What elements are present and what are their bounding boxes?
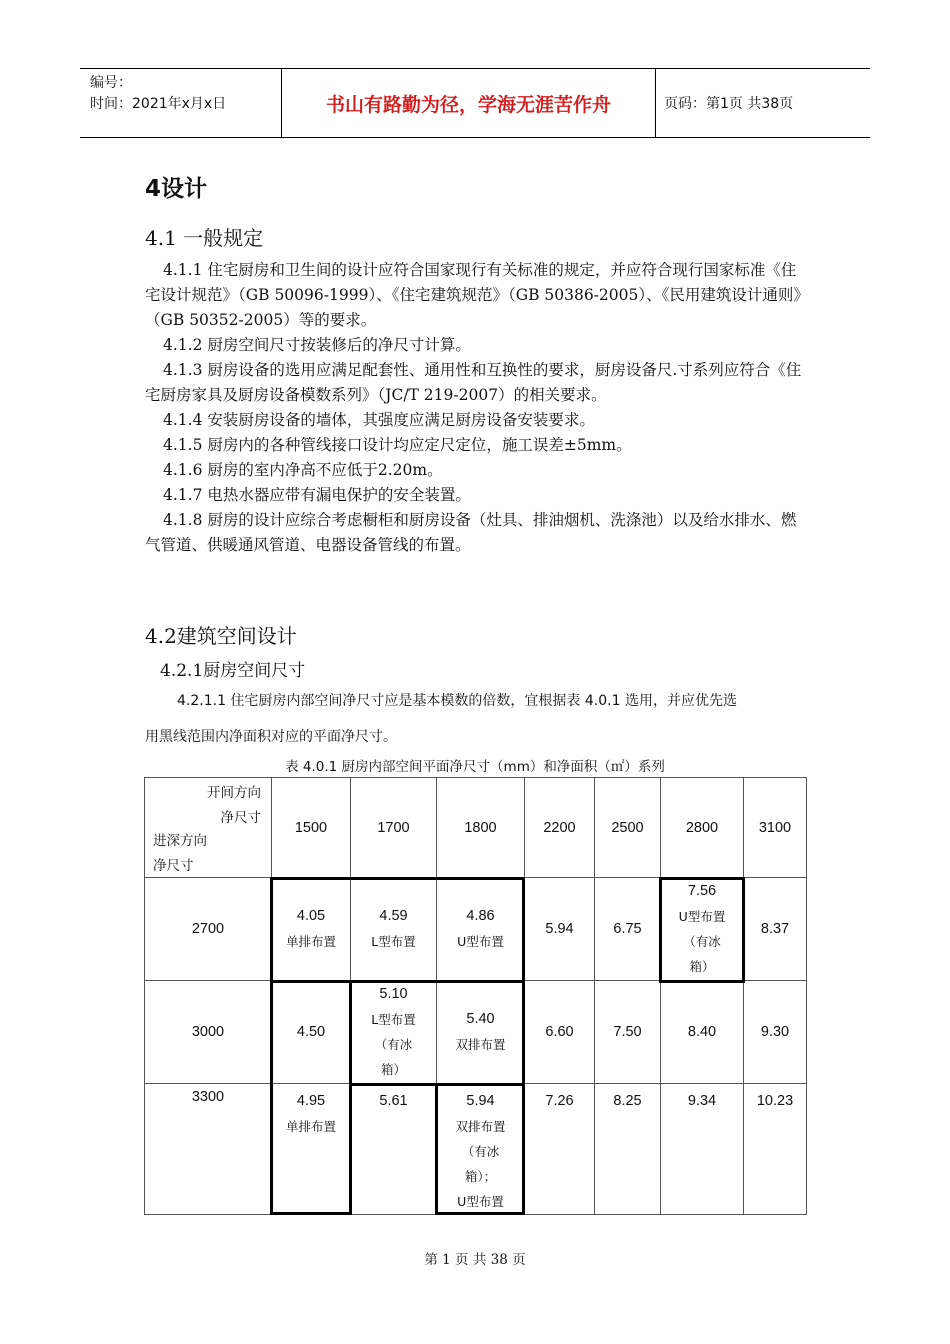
table-cell (351, 878, 437, 981)
table-cell (351, 981, 437, 1084)
layout-note: U型布置 (678, 909, 726, 924)
area-value: 7.50 (613, 1023, 642, 1040)
column-header: 2500 (595, 778, 661, 878)
table-cell (661, 1084, 744, 1215)
paragraph: 4.1.1 住宅厨房和卫生间的设计应符合国家现行有关标准的规定，并应符合现行国家标准《住宅设计规范》（GB 50096-1999）、《住宅建筑规范》（GB 50386-2005）、《民用建筑设计通则》（GB 50352-2005）等的要求。 (145, 261, 809, 329)
layout-note: 箱）； (464, 1169, 497, 1184)
table-cell (661, 878, 744, 981)
table-row (145, 878, 807, 981)
table-cell (272, 878, 351, 981)
kitchen-size-table (144, 777, 807, 1215)
area-value: 9.30 (760, 1023, 790, 1040)
page-footer: 第 1 页 共 38 页 (424, 1252, 526, 1268)
page-header (80, 68, 870, 138)
paragraph: 4.1.2 厨房空间尺寸按装修后的净尺寸计算。 (163, 336, 471, 354)
area-value: 5.94 (466, 1093, 495, 1109)
table-cell (525, 878, 595, 981)
layout-note: （有冰 (683, 934, 721, 949)
area-value: 8.25 (613, 1093, 642, 1109)
table-cell (661, 981, 744, 1084)
layout-note: L型布置 (371, 934, 416, 949)
paragraph: 4.1.6 厨房的室内净高不应低于2.20m。 (163, 461, 443, 479)
row-header: 3000 (145, 981, 272, 1084)
paragraph: 4.1.3 厨房设备的选用应满足配套性、通用性和互换性的要求，厨房设备尺.寸系列应符合《住宅厨房家具及厨房设备模数系列》（JC/T 219-2007）的相关要求。 (145, 361, 802, 404)
row-header: 3300 (145, 1084, 272, 1215)
paragraph: 4.1.5 厨房内的各种管线接口设计均应定尺定位，施工误差±5mm。 (163, 436, 632, 454)
layout-note: （有冰 (374, 1037, 413, 1052)
table-cell (525, 981, 595, 1084)
column-header: 2800 (661, 778, 744, 878)
table-cell (437, 1084, 525, 1215)
area-value: 8.37 (760, 920, 790, 937)
header-page-info: 页码：第1页 共38页 (664, 96, 794, 112)
corner-label: 净尺寸 (153, 858, 194, 874)
area-value: 4.95 (296, 1093, 326, 1109)
table-cell (744, 981, 807, 1084)
paragraph-line: 用黑线范围内净面积对应的平面净尺寸。 (145, 729, 397, 745)
layout-note: L型布置 (371, 1012, 416, 1027)
area-value: 7.56 (687, 883, 717, 899)
general-rules (145, 258, 810, 558)
paragraph: 4.1.4 安装厨房设备的墙体，其强度应满足厨房设备安装要求。 (163, 411, 595, 429)
area-value: 7.26 (545, 1093, 574, 1109)
column-header: 1700 (351, 778, 437, 878)
area-value: 6.75 (613, 920, 642, 937)
layout-note: U型布置 (457, 1194, 504, 1209)
corner-label: 进深方向 (153, 833, 207, 849)
table-cell (525, 1084, 595, 1215)
section-title-design: 4设计 (145, 176, 208, 202)
area-value: 8.40 (687, 1023, 717, 1040)
table-row (145, 1084, 807, 1215)
table-cell (437, 878, 525, 981)
column-header: 2200 (525, 778, 595, 878)
layout-note: 单排布置 (285, 934, 336, 949)
area-value: 5.94 (545, 920, 574, 937)
corner-label: 净尺寸 (220, 810, 261, 826)
paragraph: 4.1.7 电热水器应带有漏电保护的安全装置。 (163, 486, 471, 504)
paragraph: 4.1.8 厨房的设计应综合考虑橱柜和厨房设备（灶具、排油烟机、洗涤池）以及给水排水、燃气管道、供暖通风管道、电器设备管线的布置。 (145, 511, 797, 554)
table-cell (595, 981, 661, 1084)
corner-label: 开间方向 (207, 785, 261, 801)
layout-note: （有冰 (461, 1144, 500, 1159)
corner-cell (145, 778, 272, 878)
area-value: 4.86 (466, 908, 495, 924)
table-header-row (145, 778, 807, 878)
area-value: 5.40 (466, 1011, 495, 1027)
area-value: 6.60 (545, 1023, 574, 1040)
table-row (145, 981, 807, 1084)
table-cell (744, 1084, 807, 1215)
area-value: 5.10 (379, 986, 408, 1002)
header-meta (90, 73, 226, 115)
layout-note: 箱） (380, 1062, 406, 1077)
header-divider (655, 69, 656, 137)
time-label: 时间：2021年x月x日 (90, 96, 227, 112)
table-cell (351, 1084, 437, 1215)
number-label: 编号： (90, 75, 132, 91)
layout-note: 双排布置 (455, 1119, 506, 1134)
area-value: 5.61 (379, 1093, 408, 1109)
table-cell (744, 878, 807, 981)
area-value: 4.59 (379, 908, 408, 924)
section-title-space: 4.2建筑空间设计 (145, 624, 297, 648)
layout-note: 箱） (689, 959, 715, 974)
table-cell (272, 981, 351, 1084)
section-title-kitchen: 4.2.1厨房空间尺寸 (160, 661, 306, 681)
column-header: 3100 (744, 778, 807, 878)
area-value: 10.23 (756, 1093, 794, 1109)
table-cell (595, 1084, 661, 1215)
area-value: 4.50 (296, 1023, 326, 1040)
layout-note: 单排布置 (285, 1119, 336, 1134)
table-cell (595, 878, 661, 981)
layout-note: 双排布置 (455, 1037, 506, 1052)
table-cell (437, 981, 525, 1084)
table-caption: 表 4.0.1 厨房内部空间平面净尺寸（mm）和净面积（㎡）系列 (285, 759, 665, 775)
column-header: 1800 (437, 778, 525, 878)
section-title-general: 4.1 一般规定 (145, 226, 264, 250)
row-header: 2700 (145, 878, 272, 981)
table-cell (272, 1084, 351, 1215)
column-header: 1500 (272, 778, 351, 878)
header-motto: 书山有路勤为径，学海无涯苦作舟 (325, 93, 611, 116)
area-value: 4.05 (296, 908, 326, 924)
paragraph-4211 (145, 683, 810, 755)
area-value: 9.34 (687, 1093, 717, 1109)
paragraph-line: 4.2.1.1 住宅厨房内部空间净尺寸应是基本模数的倍数，宜根据表 4.0.1 选用，并应优先选 (177, 693, 737, 709)
layout-note: U型布置 (457, 934, 504, 949)
